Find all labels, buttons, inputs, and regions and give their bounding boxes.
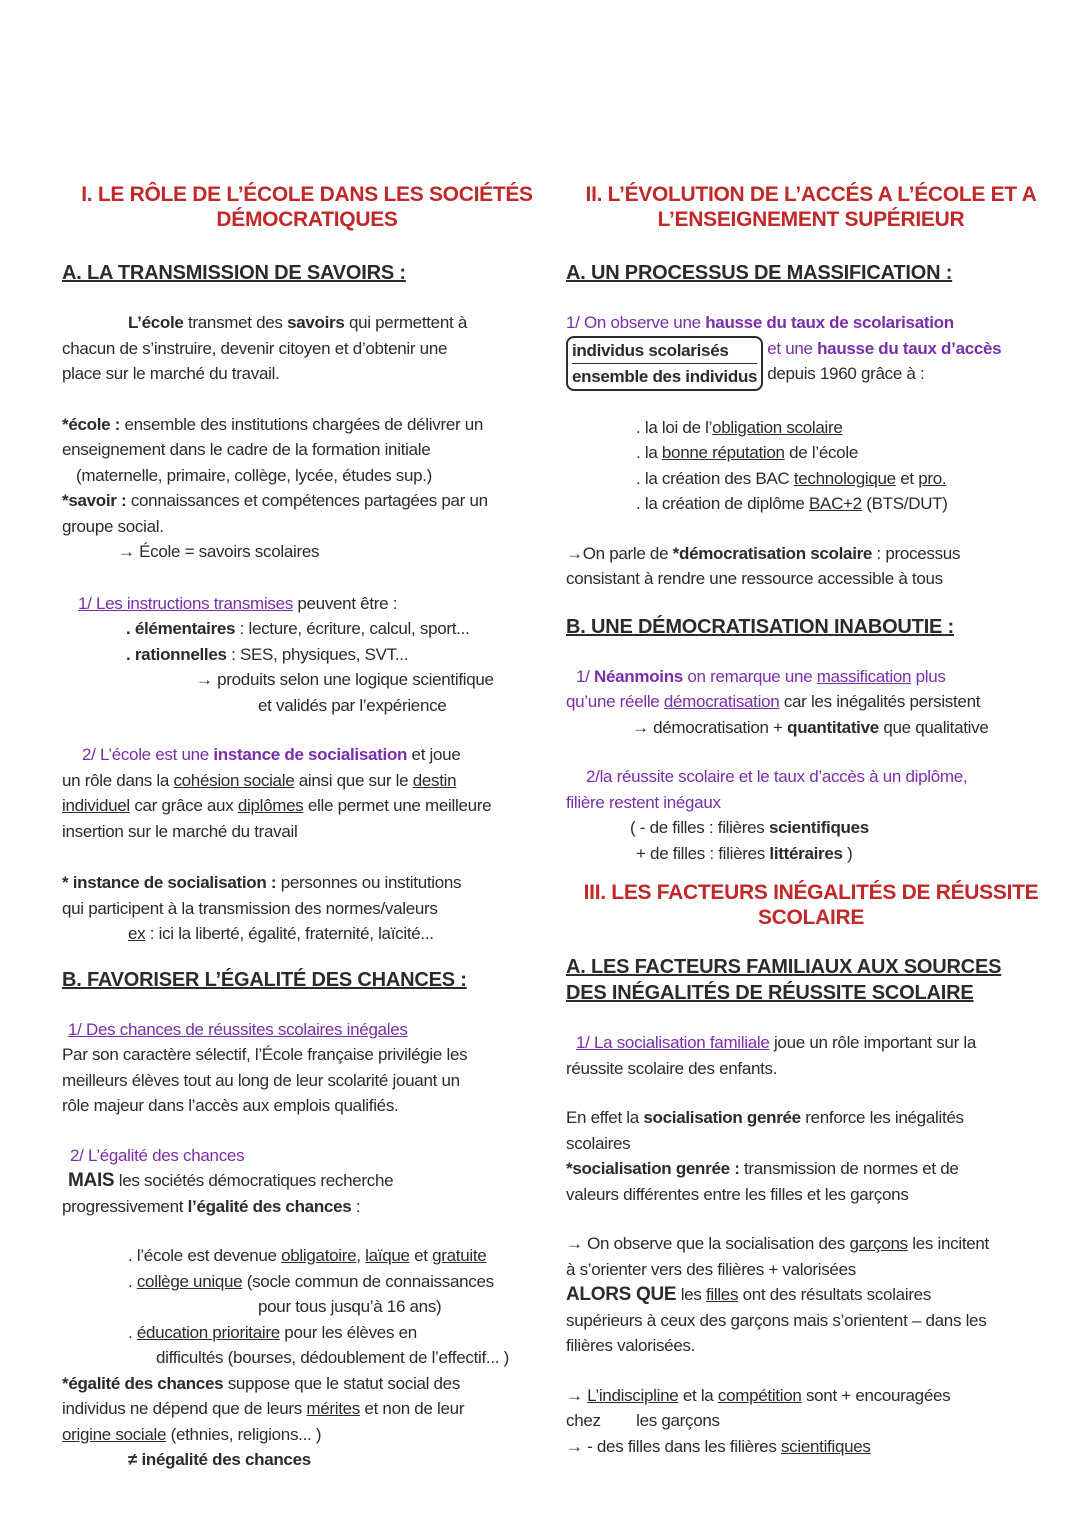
heading-transmission: A. LA TRANSMISSION DE SAVOIRS : [62, 262, 406, 284]
socialisation-paragraph: 2/ L’école est une instance de socialisation et joue un rôle dans la cohésion sociale ainsi que sur le destin individuel car grâce aux diplômes elle permet une meilleure insertion sur le marché du travail [62, 745, 492, 841]
democratisation-paragraph: →On parle de *démocratisation scolaire : processus consistant à rendre une ressource accessible à tous [566, 543, 961, 588]
massification-paragraph: 1/ On observe une hausse du taux de scolarisation individus scolarisés ensemble des individus et une hausse du taux d’accès depuis 1960 grâce à : [566, 310, 1056, 391]
orientation-paragraph: → On observe que la socialisation des garçons les incitent à s’orienter vers des filières + valorisées ALORS QUE les filles ont des résultats scolaires supérieurs à ceux des garçons mais s’orientent – dans les filières valorisées. [566, 1234, 989, 1355]
inegaux-paragraph: 2/la réussite scolaire et le taux d’accès à un diplôme, filière restent inégaux ( - de filles : filières scientifiques + de filles : filières littéraires ) [566, 767, 968, 863]
ratio-box: individus scolarisés ensemble des individus [566, 336, 763, 391]
section-title-3: III. LES FACTEURS INÉGALITÉS DE RÉUSSITE SCOLAIRE [583, 881, 1039, 929]
section-title-1: I. LE RÔLE DE L’ÉCOLE DANS LES SOCIÉTÉS DÉMOCRATIQUES [81, 183, 533, 231]
left-column [62, 182, 552, 1473]
egalite-paragraph: 2/ L’égalité des chances MAIS les sociétés démocratiques recherche progressivement l’égalité des chances : [62, 1145, 394, 1216]
inaboutie-paragraph: 1/ Néanmoins on remarque une massification plus qu’une réelle démocratisation car les inégalités persistent → démocratisation + quantitative que qualitative [566, 666, 989, 737]
socialisation-familiale-paragraph: 1/ La socialisation familiale joue un rôle important sur la réussite scolaire des enfants. [566, 1033, 976, 1078]
section-title-2: II. L’ÉVOLUTION DE L’ACCÉS A L’ÉCOLE ET A L’ENSEIGNEMENT SUPÉRIEUR [585, 183, 1037, 231]
definition-ecole: *école : ensemble des institutions chargées de délivrer un enseignement dans le cadre de la formation initiale (maternelle, primaire, collège, lycée, études sup.) *savoir : connaissances et compétences partagées par un groupe social. → École = savoirs scolaires [62, 414, 488, 561]
definition-instance: * instance de socialisation : personnes ou institutions qui participent à la transmission des normes/valeurs ex : ici la liberté, égalité, fraternité, laïcité... [62, 873, 462, 943]
right-column [566, 182, 1056, 1459]
heading-inaboutie: B. UNE DÉMOCRATISATION INABOUTIE : [566, 615, 955, 638]
heading-facteurs-familiaux: A. LES FACTEURS FAMILIAUX AUX SOURCES DES INÉGALITÉS DE RÉUSSITE SCOLAIRE [566, 956, 1002, 1004]
indiscipline-paragraph: → L’indiscipline et la compétition sont + encouragées chez les garçons → - des filles dans les filières scientifiques [566, 1385, 951, 1456]
heading-egalite: B. FAVORISER L’ÉGALITÉ DES CHANCES : [62, 968, 467, 991]
egalite-list: . l’école est devenue obligatoire, laïque et gratuite . collège unique (socle commun de connaissances pour tous jusqu’à 16 ans) . éducation prioritaire pour les élèves en difficultés (bourses, dédoublement de l’effectif... ) [128, 1246, 509, 1367]
definition-egalite: *égalité des chances suppose que le statut social des individus ne dépend que de leurs mérites et non de leur origine sociale (ethnies, religions... ) ≠ inégalité des chances [62, 1373, 465, 1469]
massification-list: . la loi de l’obligation scolaire . la bonne réputation de l’école . la création des BAC technologique et pro. . la création de diplôme BAC+2 (BTS/DUT) [636, 417, 948, 513]
chances-paragraph: 1/ Des chances de réussites scolaires inégales Par son caractère sélectif, l’École française privilégie les meilleurs élèves tout au long de leur scolarité jouant un rôle majeur dans l’accès aux emplois qualifiés. [62, 1019, 468, 1115]
instructions-paragraph: 1/ Les instructions transmises peuvent être : . élémentaires : lecture, écriture, calcul, sport... . rationnelles : SES, physiques, SVT... → produits selon une logique scientifique et validés par l’expérience [78, 593, 494, 715]
heading-massification: A. UN PROCESSUS DE MASSIFICATION : [566, 262, 953, 284]
intro-paragraph: L’école transmet des savoirs qui permettent à chacun de s’instruire, devenir citoyen et d’obtenir une place sur le marché du travail. [62, 313, 467, 383]
socialisation-genree-paragraph: En effet la socialisation genrée renforce les inégalités scolaires *socialisation genrée : transmission de normes et de valeurs différentes entre les filles et les garçons [566, 1108, 964, 1204]
